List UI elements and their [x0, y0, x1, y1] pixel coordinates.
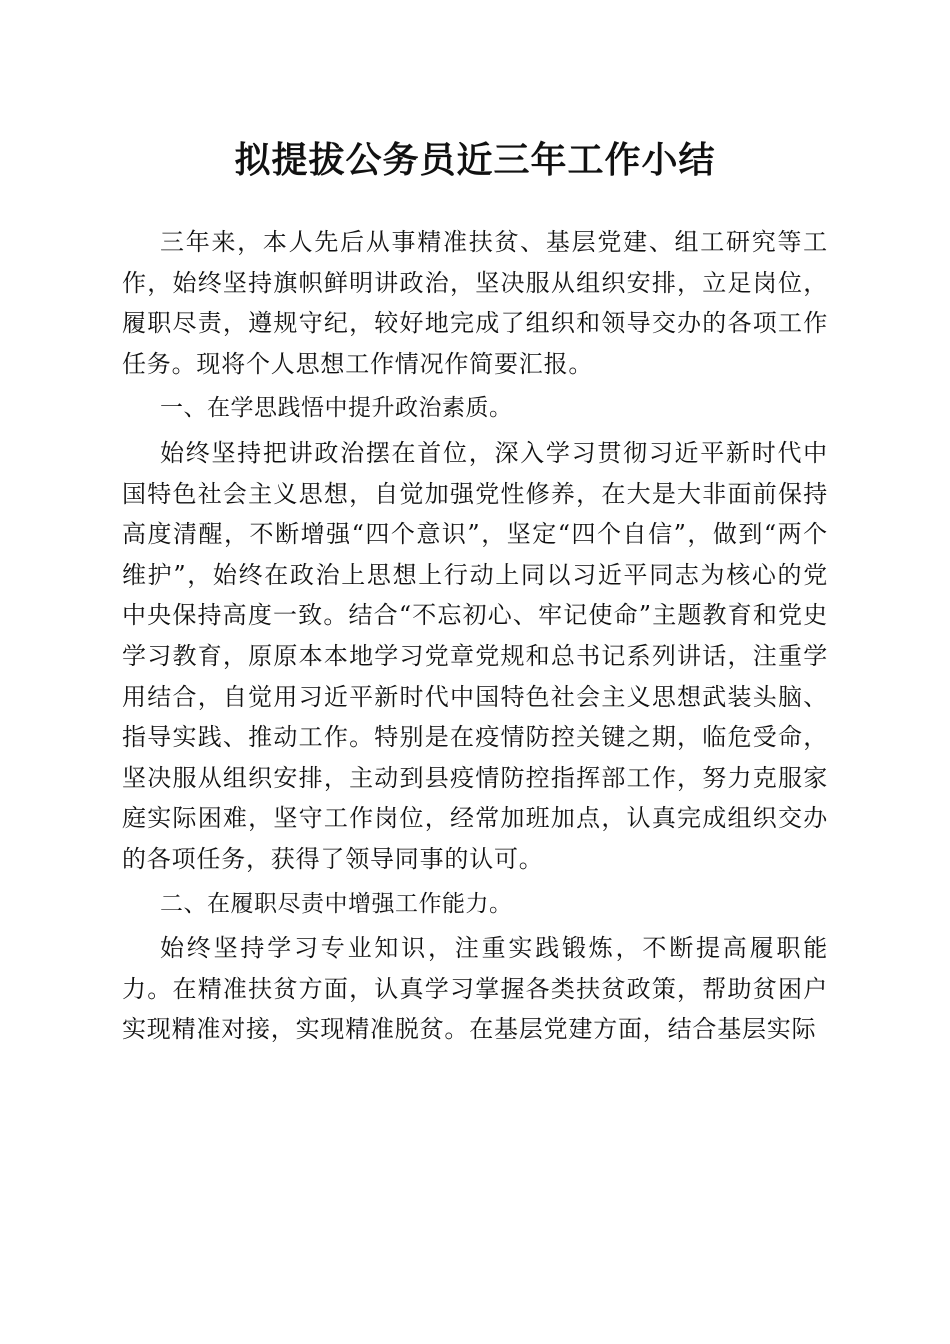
document-body — [122, 222, 828, 1050]
intro-paragraph: 三年来，本人先后从事精准扶贫、基层党建、组工研究等工作，始终坚持旗帜鲜明讲政治，坚决服从组织安排，立足岗位，履职尽责，遵规守纪，较好地完成了组织和领导交办的各项工作任务。现将个人思想工作情况作简要汇报。 — [122, 228, 828, 378]
section-1-paragraph: 始终坚持把讲政治摆在首位，深入学习贯彻习近平新时代中国特色社会主义思想，自觉加强党性修养，在大是大非面前保持高度清醒，不断增强“四个意识”，坚定“四个自信”，做到“两个维护”，始终在政治上思想上行动上同以习近平同志为核心的党中央保持高度一致。结合“不忘初心、牢记使命”主题教育和党史学习教育，原原本本地学习党章党规和总书记系列讲话，注重学用结合，自觉用习近平新时代中国特色社会主义思想武装头脑、指导实践、推动工作。特别是在疫情防控关键之期，临危受命，坚决服从组织安排，主动到县疫情防控指挥部工作，努力克服家庭实际困难，坚守工作岗位，经常加班加点，认真完成组织交办的各项任务，获得了领导同事的认可。 — [122, 438, 828, 873]
section-2-heading: 二、在履职尽责中增强工作能力。 — [160, 890, 513, 917]
section-1-heading: 一、在学思践悟中提升政治素质。 — [160, 395, 513, 422]
section-2-paragraph: 始终坚持学习专业知识，注重实践锻炼，不断提高履职能力。在精准扶贫方面，认真学习掌握各类扶贫政策，帮助贫困户实现精准对接，实现精准脱贫。在基层党建方面，结合基层实际 — [122, 934, 828, 1044]
document-title: 拟提拔公务员近三年工作小结 — [234, 139, 716, 181]
